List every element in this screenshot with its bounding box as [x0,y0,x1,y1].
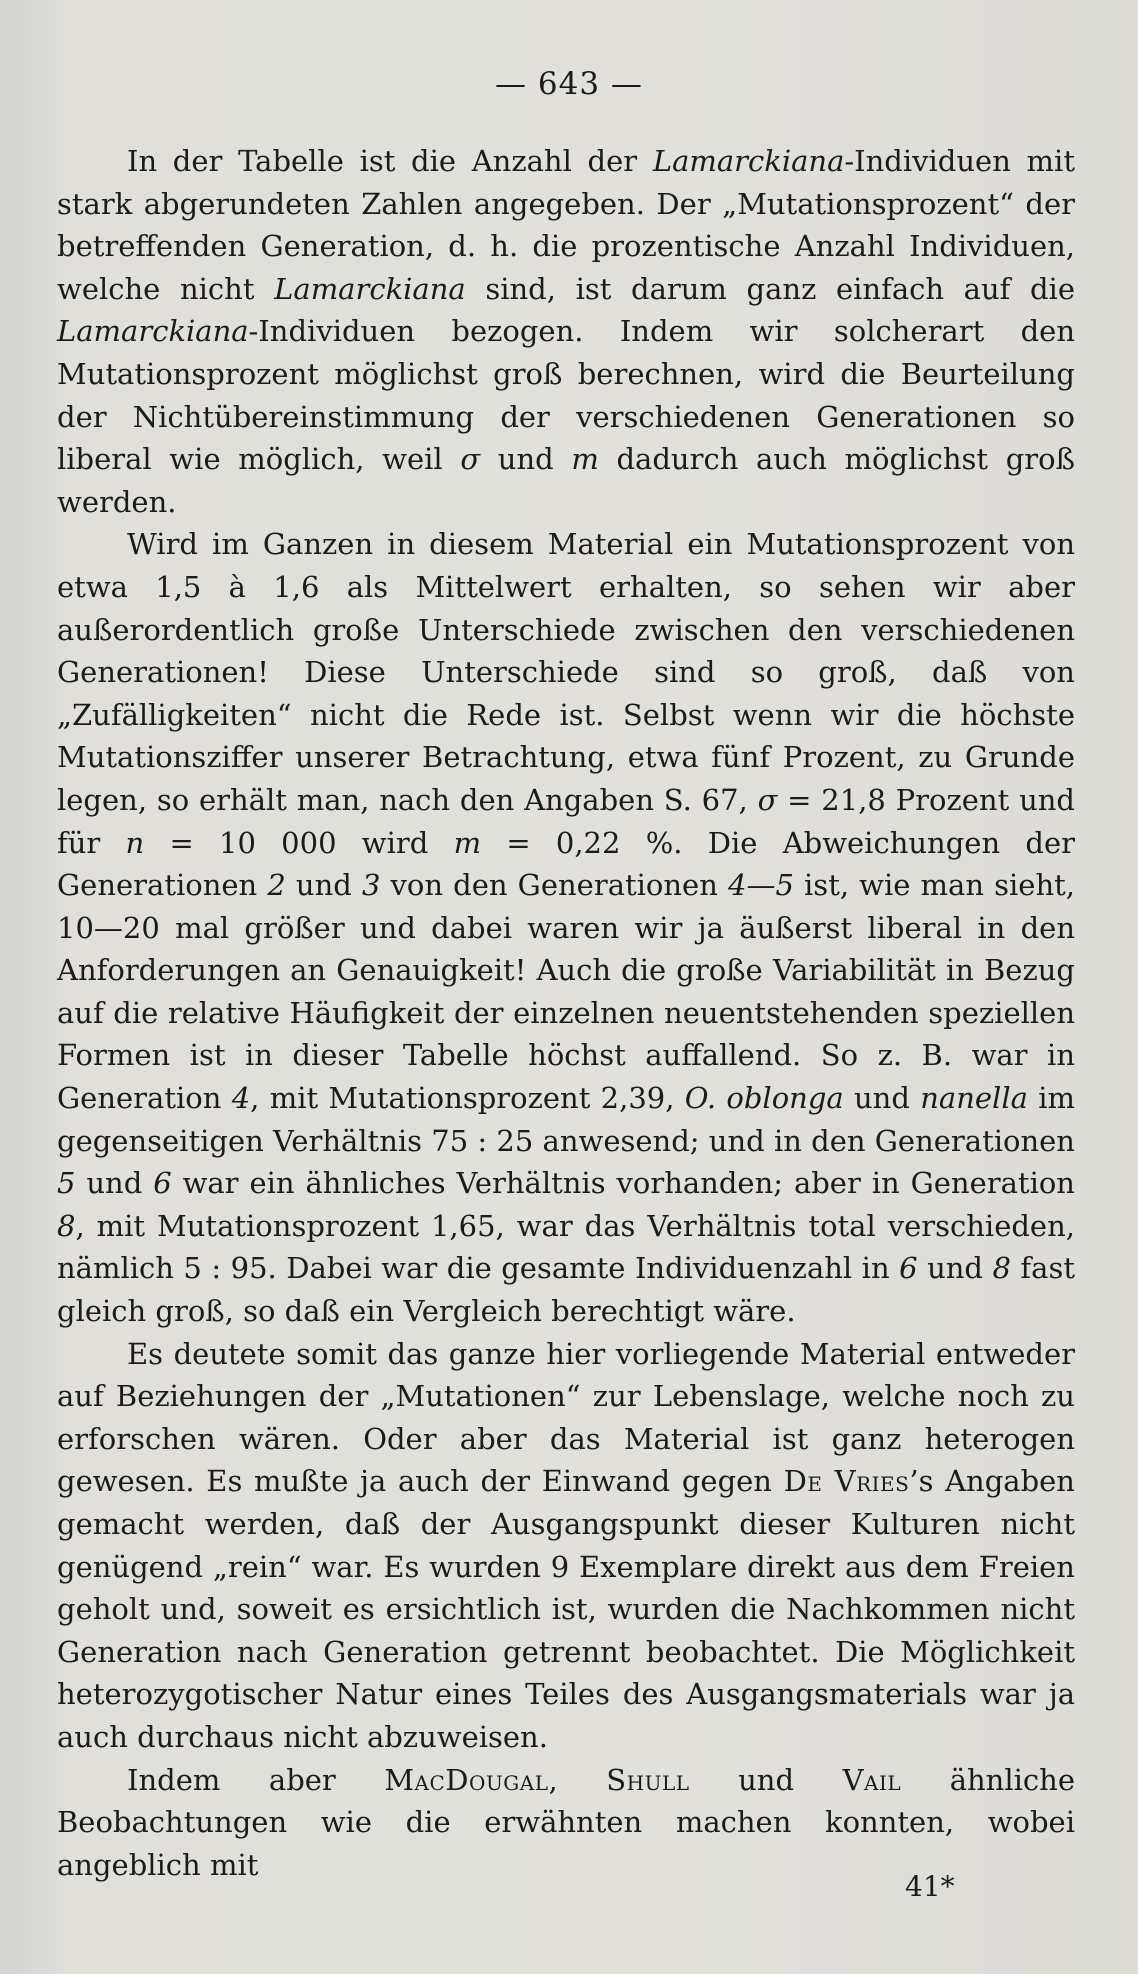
italic-term: n [125,825,145,860]
italic-term: 6 [899,1251,918,1286]
text-run: und [689,1762,843,1797]
italic-term: Lamarckiana [274,271,466,306]
italic-term: O. oblonga [684,1081,844,1116]
italic-term: m [571,442,599,477]
italic-term: 4 [231,1081,251,1116]
italic-term: 8 [992,1251,1011,1286]
text-run: und [285,868,362,903]
text-run: und [75,1166,154,1201]
text-run: und [917,1251,993,1286]
text-run: ist, wie man sieht, 10—20 mal größer und dabei waren wir ja äußerst liberal in den Anforderungen an Genauigkeit! Auch die große Variabilität in Bezug auf die relative Häufigkeit der einzelnen neuentstehenden speziellen Formen ist in dieser Tabelle höchst auffallend. So z. B. war in Generation [57,868,1075,1116]
text-run: und [843,1081,921,1116]
text-run: im gegenseitigen Verhältnis 75 : 25 anwesend; und in den Generationen [57,1081,1075,1158]
italic-term: 6 [153,1166,172,1201]
text-run: Es deutete somit das ganze hier vorliegende Material entweder auf Beziehungen der „Mutationen“ zur Lebenslage, welche noch zu erforschen wären. Oder aber das Material ist ganz heterogen gewesen. Es mußte ja auch der Einwand gegen [57,1336,1075,1499]
text-run: dadurch auch möglichst groß werden. [57,442,1075,519]
italic-term: σ [757,782,778,817]
text-run: war ein ähnliches Verhältnis vorhanden; aber in Generation [171,1166,1075,1201]
text-run: = 21,8 Prozent und für [57,782,1075,860]
italic-term: 4—5 [728,868,794,903]
paragraph-3 [57,1333,1075,1759]
text-run: sind, ist darum ganz einfach auf die [465,271,1075,306]
italic-term: m [453,825,482,860]
paragraph-4 [57,1759,1075,1887]
author-name: MacDougal [384,1762,549,1797]
text-run: von den Generationen [380,868,729,903]
signature-mark: 41* [905,1870,955,1903]
italic-term: Lamarckiana [652,144,845,178]
body-text [57,140,1075,1886]
text-run: und [480,442,572,477]
text-run: Indem aber [127,1762,385,1797]
text-run: -Individuen bezogen. Indem wir solcherart den Mutationsprozent möglichst groß berechnen, wird die Beurteilung der Nichtübereinstimmung der verschiedenen Generationen so liberal wie möglich, weil [57,314,1075,477]
text-run: -Individuen mit stark abgerundeten Zahlen angegeben. Der „Mutationsprozent“ der betreffenden Generation, d. h. die prozentische Anzahl Individuen, welche nicht [57,144,1075,306]
author-name: Shull [606,1762,690,1797]
paragraph-1 [57,140,1075,523]
italic-term: nanella [920,1081,1028,1116]
italic-term: 3 [361,868,381,903]
italic-term: Lamarckiana [57,314,249,349]
text-run: , mit Mutationsprozent 1,65, war das Verhältnis total verschieden, nämlich 5 : 95. Dabei war die gesamte Individuenzahl in [57,1208,1075,1286]
italic-term: σ [460,442,481,477]
text-run: , mit Mutationsprozent 2,39, [250,1081,685,1116]
author-name: De Vries [783,1464,910,1499]
page-number: — 643 — [495,66,643,102]
author-name: Vail [842,1762,902,1797]
text-run: = 0,22 %. Die Abweichungen der Generationen [57,825,1075,903]
paragraph-2 [57,523,1075,1332]
text-run: ähnliche Beobachtungen wie die erwähnten machen konnten, wobei angeblich mit [57,1762,1075,1882]
italic-term: 5 [57,1166,76,1201]
text-run: ’s Angaben gemacht werden, daß der Ausgangspunkt dieser Kulturen nicht genügend „rein“ war. Es wurden 9 Exemplare direkt aus dem Freien geholt und, soweit es ersichtlich ist, wurden die Nachkommen nicht Generation nach Generation getrennt beobachtet. Die Möglichkeit heterozygotischer Natur eines Teiles des Ausgangsmaterials war ja auch durchaus nicht abzuweisen. [57,1464,1075,1754]
text-run: fast gleich groß, so daß ein Vergleich berechtigt wäre. [57,1251,1075,1329]
text-run: = 10 000 wird [144,825,454,860]
italic-term: 2 [267,868,286,903]
text-run: , [548,1762,607,1797]
text-run: Wird im Ganzen in diesem Material ein Mutationsprozent von etwa 1,5 à 1,6 als Mittelwert erhalten, so sehen wir aber außerordentlich große Unterschiede zwischen den verschiedenen Generationen! Diese Unterschiede sind so groß, daß von „Zufälligkeiten“ nicht die Rede ist. Selbst wenn wir die höchste Mutationsziffer unserer Betrachtung, etwa fünf Prozent, zu Grunde legen, so erhält man, nach den Angaben S. 67, [57,527,1075,817]
italic-term: 8 [57,1208,76,1243]
text-run: In der Tabelle ist die Anzahl der [127,144,653,178]
